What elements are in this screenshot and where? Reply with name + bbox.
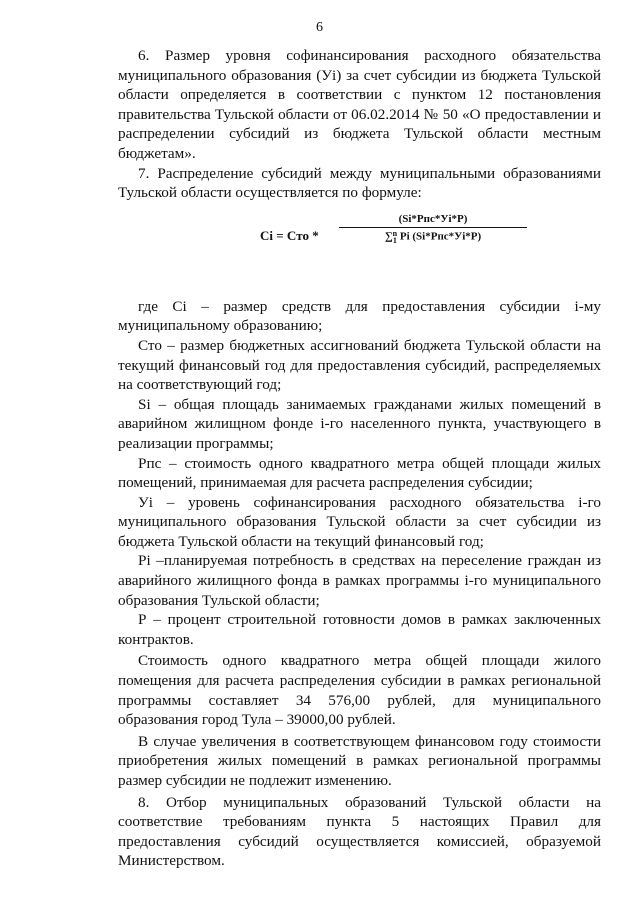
- definition-si: Si – общая площадь занимаемых гражданами жилых помещений в аварийном жилищном фонде i-го населенного пункта, участвующего в реализации программы;: [118, 395, 601, 452]
- formula-fraction: [339, 213, 527, 244]
- paragraph-7: 7. Распределение субсидий между муниципальными образованиями Тульской области осуществляется по формуле:: [118, 164, 601, 202]
- formula-denominator: [339, 230, 527, 244]
- sum-symbol: ∑: [384, 230, 393, 243]
- paragraph-cost: Стоимость одного квадратного метра общей площади жилого помещения для расчета распределения субсидии в рамках региональной программы составляет 34 576,00 рублей, для муниципального образования город Тула – 39000,00 рублей.: [118, 652, 601, 729]
- paragraph-increase: В случае увеличения в соответствующем финансовом году стоимости приобретения жилых помещений в рамках региональной программы размер субсидии не подлежит изменению.: [118, 732, 601, 789]
- formula-numerator: (Si*Pпс*Уi*P): [398, 212, 468, 225]
- paragraph-8: 8. Отбор муниципальных образований Тульской области на соответствие требованиям пункта 5 настоящих Правил для предоставления субсидий осуществляется комиссией, образуемой Министерством.: [118, 793, 601, 870]
- formula-lhs: Ci = Cто *: [260, 227, 319, 243]
- definition-rpc: Рпс – стоимость одного квадратного метра общей площади жилых помещений, принимаемая для расчета распределения субсидии;: [118, 454, 601, 492]
- fraction-bar: [339, 227, 527, 228]
- definition-ci: где Сi – размер средств для предоставления субсидии i-му муниципальному образованию;: [118, 297, 601, 335]
- definition-p: Р – процент строительной готовности домов в рамках заключенных контрактов.: [118, 611, 601, 648]
- page-number: 6: [316, 20, 323, 35]
- definition-cto: Сто – размер бюджетных ассигнований бюджета Тульской области на текущий финансовый год для предоставления субсидий, распределяемых на соответствующий год;: [118, 336, 601, 394]
- distribution-formula: [118, 207, 601, 285]
- denominator-rest: Pi (Si*Pпс*Уi*P): [399, 230, 482, 243]
- definition-pi: Рi –планируемая потребность в средствах на переселение граждан из аварийного жилищного фонда в рамках программы i-го муниципального образования Тульской области;: [118, 552, 601, 609]
- sum-lower-limit: 1: [392, 235, 397, 245]
- definition-yi: Уi – уровень софинансирования расходного обязательства i-го муниципального образования Тульской области за счет субсидии из бюджета Тульской области на текущий финансовый год;: [118, 493, 601, 550]
- paragraph-6: 6. Размер уровня софинансирования расходного обязательства муниципального образования (Уi) за счет субсидии из бюджета Тульской области определяется в соответствии с пунктом 12 постановления правительства Тульской области от 06.02.2014 № 50 «О предоставлении и распределении субсидий из бюджета Тульской области местным бюджетам».: [118, 47, 601, 162]
- document-body: [118, 46, 601, 871]
- sum-upper-limit: n: [392, 228, 398, 238]
